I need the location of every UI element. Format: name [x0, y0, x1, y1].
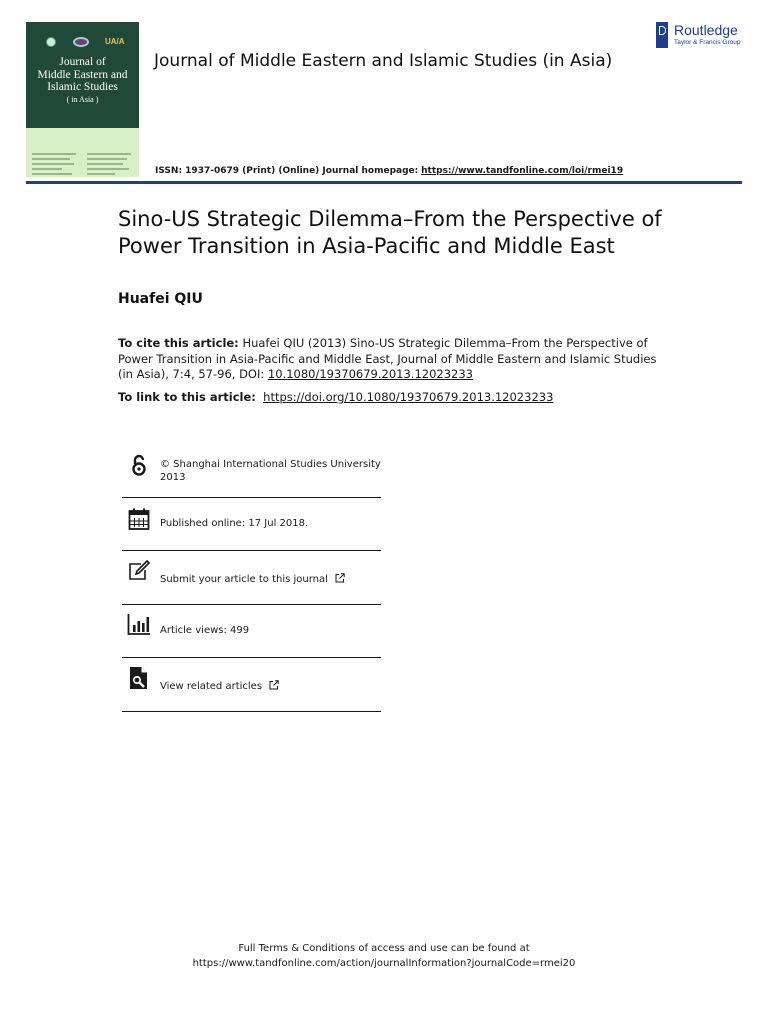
bar-chart-icon — [127, 612, 151, 636]
article-views: Article views: 499 — [160, 625, 250, 636]
submit-article-link[interactable]: Submit your article to this journal — [160, 574, 328, 585]
article-link-line — [118, 390, 553, 406]
cite-label: To cite this article: — [118, 336, 239, 350]
terms-footer — [0, 942, 768, 971]
edit-icon — [127, 559, 151, 583]
cover-top — [26, 22, 139, 128]
cover-title: Journal of Middle Eastern and Islamic Studies ( in Asia ) — [26, 56, 139, 105]
issn-label: ISSN: 1937-0679 (Print) (Online) Journal homepage: — [155, 166, 419, 176]
views-row — [122, 605, 381, 658]
publisher-name: Routledge — [674, 22, 738, 38]
routledge-logo-icon — [656, 22, 668, 48]
publisher-group: Taylor & Francis Group — [674, 39, 741, 46]
external-link-icon — [269, 680, 279, 690]
citation — [118, 336, 663, 383]
cover-logo-text: UA/A — [105, 37, 125, 46]
cover-seal-icon — [46, 37, 56, 47]
journal-title: Journal of Middle Eastern and Islamic Studies (in Asia) — [154, 51, 613, 71]
cover-contents — [26, 128, 139, 177]
copyright-row — [122, 445, 381, 498]
link-label: To link to this article: — [118, 390, 256, 404]
search-document-icon — [127, 666, 151, 690]
submit-row[interactable] — [122, 551, 381, 605]
published-row — [122, 498, 381, 551]
open-access-icon — [127, 453, 151, 477]
cite-text: Huafei QIU (2013) Sino-US Strategic Dilemma–From the Perspective of Power Transition in Asia-Pacific and Middle East, Journal of Middle Eastern and Islamic Studies (in Asia), 7:4, 57-96, DOI: — [118, 336, 657, 382]
article-title: Sino-US Strategic Dilemma–From the Perspective of Power Transition in Asia-Pacific and Middle East — [118, 207, 662, 259]
publisher-logo[interactable] — [654, 22, 746, 50]
published-date: Published online: 17 Jul 2018. — [160, 518, 309, 529]
terms-url-link[interactable]: https://www.tandfonline.com/action/journalInformation?journalCode=rmei20 — [192, 957, 576, 969]
article-doi-url-link[interactable]: https://doi.org/10.1080/19370679.2013.12023233 — [263, 390, 554, 404]
cover-emblem-icon — [73, 37, 89, 47]
external-link-icon — [335, 573, 345, 583]
article-info-panel — [122, 445, 381, 712]
calendar-icon — [127, 507, 151, 531]
article-author: Huafei QIU — [118, 291, 203, 307]
related-row[interactable] — [122, 658, 381, 712]
journal-homepage-link[interactable]: https://www.tandfonline.com/loi/rmei19 — [421, 166, 624, 176]
related-articles-link[interactable]: View related articles — [160, 681, 263, 692]
doi-link[interactable]: 10.1080/19370679.2013.12023233 — [267, 367, 473, 382]
issn-line — [155, 166, 623, 176]
copyright-text: © Shanghai International Studies University 2013 — [160, 459, 381, 483]
journal-cover — [26, 22, 139, 177]
terms-text: Full Terms & Conditions of access and use can be found at — [238, 943, 530, 954]
header-divider — [26, 181, 742, 184]
cover-subtitle: ( in Asia ) — [66, 94, 99, 104]
